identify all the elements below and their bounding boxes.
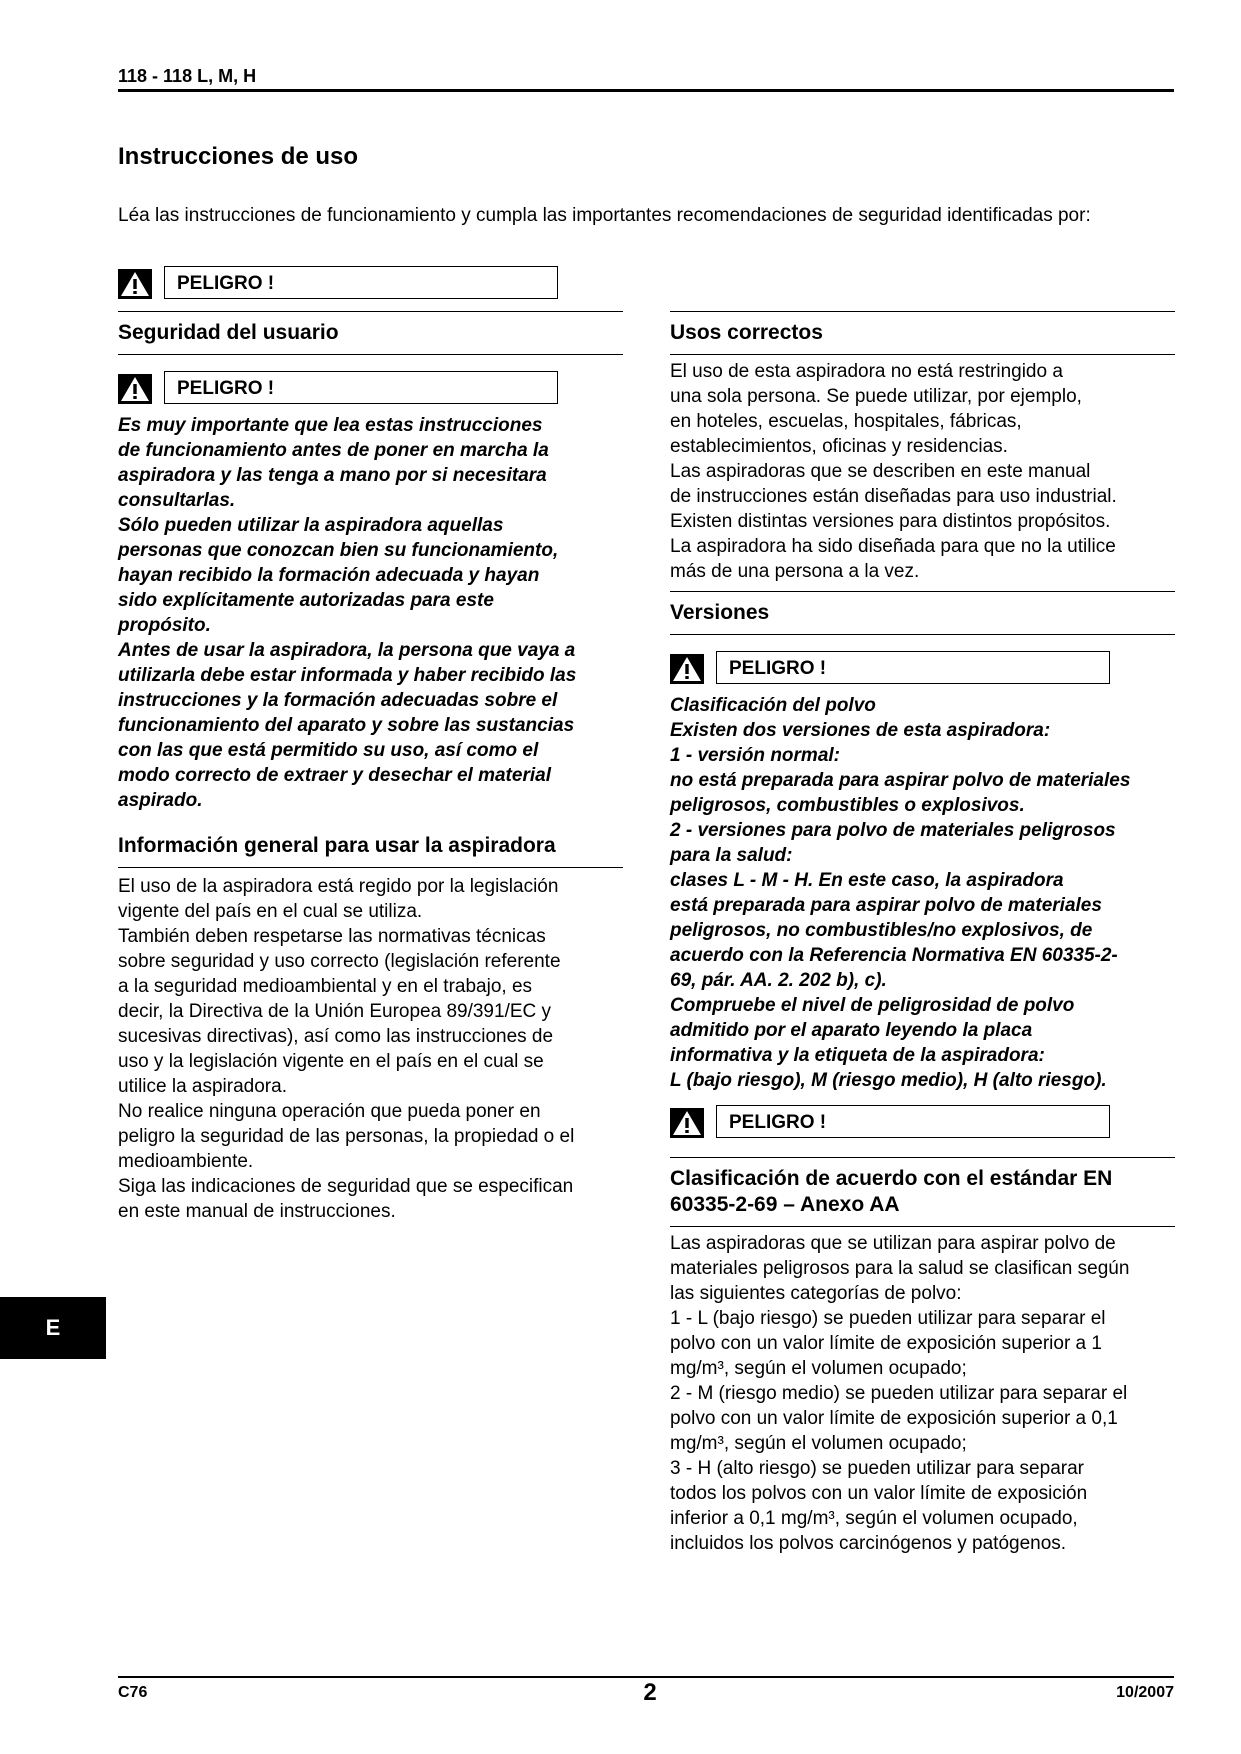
language-tab: E — [0, 1297, 106, 1359]
correct-use-heading: Usos correctos — [670, 312, 1175, 355]
right-column — [670, 311, 1175, 1556]
danger-label: PELIGRO ! — [716, 651, 1110, 684]
user-safety-heading: Seguridad del usuario — [118, 312, 623, 355]
general-info-heading: Información general para usar la aspiradora — [118, 819, 623, 868]
danger-label: PELIGRO ! — [164, 371, 558, 404]
user-safety-text: Es muy importante que lea estas instrucciones de funcionamiento antes de poner en marcha la aspiradora y las tenga a mano por si necesitara consultarlas. Sólo pueden utilizar la aspiradora aquellas personas que conozcan bien su funcionamiento, hayan recibido la formación adecuada y hayan sido explícitamente autorizadas para este propósito. Antes de usar la aspiradora, la persona que vaya a utilizarla debe estar informada y haber recibido las instrucciones y la formación adecuadas sobre el funcionamiento del aparato y sobre las sustancias con las que está permitido su uso, así como el modo correcto de extraer y desechar el material aspirado. — [118, 415, 577, 811]
classification-section — [670, 1157, 1175, 1227]
page-number: 2 — [643, 1679, 657, 1706]
versions-text: Clasificación del polvo Existen dos versiones de esta aspiradora: 1 - versión normal: no está preparada para aspirar polvo de materiales peligrosos, combustibles o explosivos. 2 - versiones para polvo de materiales peligrosos para la salud: clases L - M - H. En este caso, la aspiradora está preparada para aspirar polvo de materiales peligrosos, no combustibles/no explosivos, de acuerdo con la Referencia Normativa EN 60335-2- 69, pár. AA. 2. 202 b), c). Compruebe el nivel de peligrosidad de polvo admitido por el aparato leyendo la placa informativa y la etiqueta de la aspiradora: L (bajo riesgo), M (riesgo medio), H (alto riesgo). — [670, 695, 1131, 1091]
versions-section — [670, 591, 1175, 635]
danger-notice-versions — [670, 651, 1120, 687]
danger-label: PELIGRO ! — [164, 266, 558, 299]
general-info-text: El uso de la aspiradora está regido por la legislación vigente del país en el cual se utiliza. También deben respetarse las normativas técnicas sobre seguridad y uso correcto (legislación referente a la seguridad medioambiental y en el trabajo, es decir, la Directiva de la Unión Europea 89/391/EC y sucesivas directivas), así como las instrucciones de uso y la legislación vigente en el país en el cual se utilice la aspiradora. No realice ninguna operación que pueda poner en peligro la seguridad de las personas, la propiedad o el medioambiente. Siga las indicaciones de seguridad que se especifican en este manual de instrucciones. — [118, 876, 575, 1222]
page-title: Instrucciones de uso — [118, 143, 359, 170]
document-header-title: 118 - 118 L, M, H — [118, 66, 257, 86]
classification-heading: Clasificación de acuerdo con el estándar EN 60335-2-69 – Anexo AA — [670, 1158, 1175, 1227]
correct-use-section — [670, 311, 1175, 355]
footer-rule — [118, 1676, 1174, 1678]
danger-notice-intro — [118, 266, 568, 302]
classification-text: Las aspiradoras que se utilizan para aspirar polvo de materiales peligrosos para la salud se clasifican según las siguientes categorías de polvo: 1 - L (bajo riesgo) se pueden utilizar para separar el polvo con un valor límite de exposición superior a 1 mg/m³, según el volumen ocupado; 2 - M (riesgo medio) se pueden utilizar para separar el polvo con un valor límite de exposición superior a 0,1 mg/m³, según el volumen ocupado; 3 - H (alto riesgo) se pueden utilizar para separar todos los polvos con un valor límite de exposición inferior a 0,1 mg/m³, según el volumen ocupado, incluidos los polvos carcinógenos y patógenos. — [670, 1233, 1130, 1554]
danger-notice-user-safety — [118, 371, 568, 407]
warning-triangle-icon — [118, 269, 152, 299]
user-safety-section — [118, 311, 623, 355]
warning-triangle-icon — [670, 654, 704, 684]
intro-paragraph: Léa las instrucciones de funcionamiento y cumpla las importantes recomendaciones de seguridad identificadas por: — [118, 205, 1091, 226]
danger-notice-classification — [670, 1105, 1120, 1141]
header-rule — [118, 89, 1174, 92]
versions-heading: Versiones — [670, 592, 1175, 635]
left-column — [118, 311, 623, 1224]
footer-model-code: C76 — [118, 1684, 148, 1701]
correct-use-text: El uso de esta aspiradora no está restringido a una sola persona. Se puede utilizar, por ejemplo, en hoteles, escuelas, hospitales, fábricas, establecimientos, oficinas y residencias. Las aspiradoras que se describen en este manual de instrucciones están diseñadas para uso industrial. Existen distintas versiones para distintos propósitos. La aspiradora ha sido diseñada para que no la utilice más de una persona a la vez. — [670, 361, 1117, 582]
footer-date: 10/2007 — [1116, 1684, 1174, 1701]
warning-triangle-icon — [670, 1108, 704, 1138]
warning-triangle-icon — [118, 374, 152, 404]
danger-label: PELIGRO ! — [716, 1105, 1110, 1138]
